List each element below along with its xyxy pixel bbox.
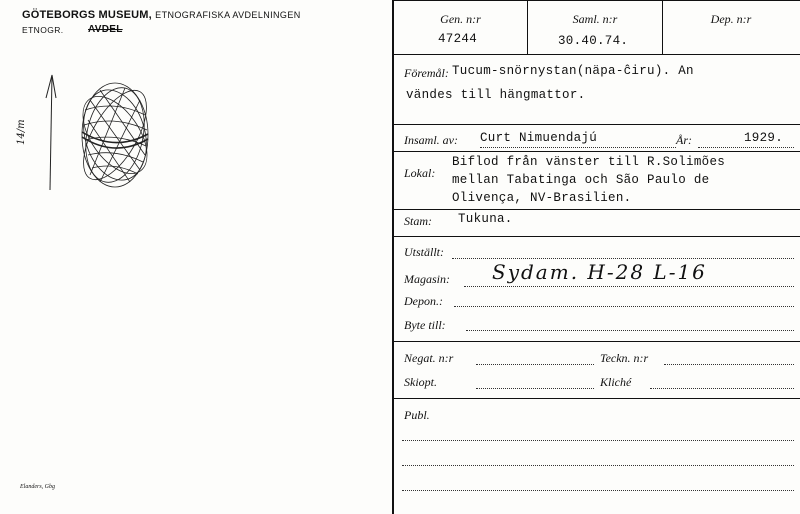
teckn-dots: [664, 364, 794, 365]
number-divider-2: [662, 0, 663, 54]
byte-rule: [392, 341, 800, 342]
magasin-dots: [464, 286, 794, 287]
insaml-dots: [480, 147, 676, 148]
byte-label: Byte till:: [404, 318, 446, 332]
utstallt-label: Utställt:: [404, 245, 445, 259]
depon-label: Depon.:: [404, 294, 443, 308]
negat-label: Negat. n:r: [404, 351, 454, 365]
lokal-line-2: mellan Tabatinga och São Paulo de: [452, 173, 710, 187]
insaml-label: Insaml. av:: [404, 133, 458, 147]
gen-label: Gen. n:r: [440, 12, 481, 26]
byte-dots: [466, 330, 794, 331]
insaml-value: Curt Nimuendajú: [480, 131, 598, 145]
yarn-ball-drawing: [30, 70, 170, 200]
struck-word: AVDEL: [88, 24, 123, 35]
lokal-line-3: Olivença, NV-Brasilien.: [452, 191, 632, 205]
ar-dots: [698, 147, 794, 148]
dep-label: Dep. n:r: [710, 12, 752, 26]
kliche-label: Kliché: [600, 375, 632, 389]
negat-dots: [476, 364, 594, 365]
ar-label: År:: [676, 133, 692, 147]
foremal-rule: [392, 124, 800, 125]
foremal-line-1: Tucum-snörnystan(näpa-ĉiru). An: [452, 64, 694, 78]
teckn-label: Teckn. n:r: [600, 351, 649, 365]
depon-dots: [454, 306, 794, 307]
number-divider-1: [527, 0, 528, 54]
department-name: ETNOGRAFISKA AVDELNINGEN: [155, 10, 301, 20]
stam-label: Stam:: [404, 214, 432, 228]
saml-label: Saml. n:r: [572, 12, 618, 26]
magasin-label: Magasin:: [404, 272, 450, 286]
catalog-card: [392, 0, 800, 514]
ar-value: 1929.: [744, 131, 784, 145]
magasin-value: Sydam. H-28 L-16: [492, 260, 707, 284]
insaml-rule: [392, 151, 800, 152]
lokal-label: Lokal:: [404, 166, 436, 180]
etnogr-label: ETNOGR.: [22, 25, 64, 35]
museum-name: GÖTEBORGS MUSEUM,: [22, 9, 152, 21]
yarn-ball-sketch: [30, 70, 170, 205]
publ-dots-1: [402, 440, 794, 441]
card-left-border: [392, 0, 394, 514]
museum-header: [22, 9, 301, 21]
publ-label: Publ.: [404, 408, 430, 422]
gen-number: 47244: [438, 32, 478, 46]
stam-value: Tukuna.: [458, 212, 513, 226]
lokal-rule: [392, 209, 800, 210]
kliche-dots: [650, 388, 794, 389]
foremal-label: Föremål:: [404, 66, 449, 80]
card-top-border: [392, 0, 800, 1]
skiopt-dots: [476, 388, 594, 389]
utstallt-dots: [452, 258, 794, 259]
printer-imprint: Elanders, Gbg: [20, 484, 55, 490]
skiopt-label: Skiopt.: [404, 375, 437, 389]
sketch-annotation: 14/m: [16, 119, 27, 145]
saml-number: 30.40.74.: [558, 34, 629, 48]
publ-dots-2: [402, 465, 794, 466]
kliche-rule: [392, 398, 800, 399]
lokal-line-1: Biflod från vänster till R.Solimões: [452, 155, 726, 169]
stam-rule: [392, 236, 800, 237]
publ-dots-3: [402, 490, 794, 491]
header-rule: [392, 54, 800, 55]
foremal-line-2: vändes till hängmattor.: [406, 88, 586, 102]
